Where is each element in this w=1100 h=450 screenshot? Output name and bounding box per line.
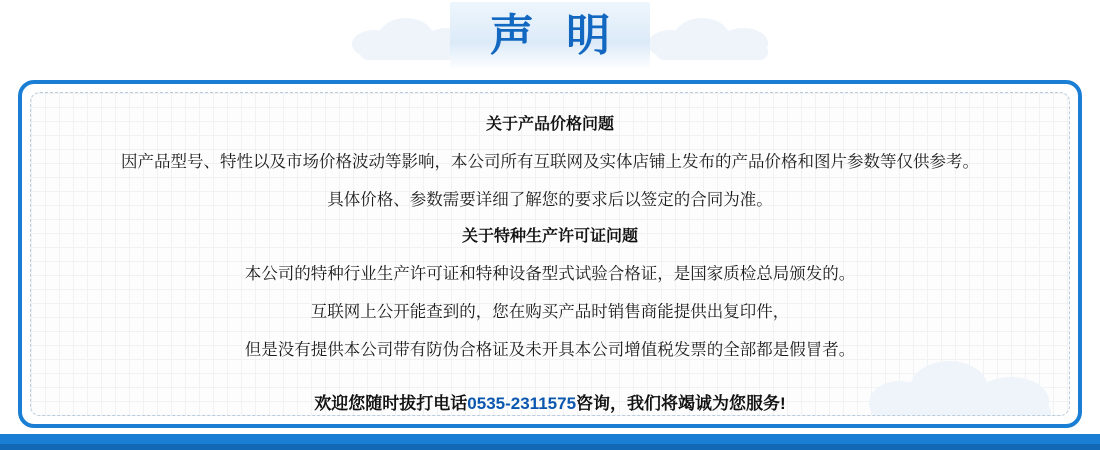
statement-content xyxy=(31,107,1069,416)
statement-line: 因产品型号、特性以及市场价格波动等影响，本公司所有互联网及实体店铺上发布的产品价格和图片参数等仅供参考。 xyxy=(121,153,979,171)
section-heading-price: 关于产品价格问题 xyxy=(485,116,614,133)
contact-prefix: 欢迎您随时拔打电话 xyxy=(314,394,468,413)
page-title: 声 明 xyxy=(489,11,621,60)
statement-line: 本公司的特种行业生产许可证和特种设备型式试验合格证，是国家质检总局颁发的。 xyxy=(244,265,856,283)
contact-line xyxy=(31,381,1069,416)
statement-line: 互联网上公开能查到的，您在购买产品时销售商能提供出复印件， xyxy=(310,303,790,321)
statement-line: 具体价格、参数需要详细了解您的要求后以签定的合同为准。 xyxy=(327,191,773,209)
section-heading-license: 关于特种生产许可证问题 xyxy=(461,228,638,245)
title-band xyxy=(0,0,1100,78)
bottom-accent-bar xyxy=(0,434,1100,450)
contact-phone-number[interactable]: 0535-2311575 xyxy=(467,394,577,413)
statement-line: 但是没有提供本公司带有防伪合格证及未开具本公司增值税发票的全部都是假冒者。 xyxy=(244,341,856,359)
statement-frame xyxy=(18,80,1082,428)
contact-suffix: 咨询，我们将竭诚为您服务! xyxy=(576,394,786,413)
cloud-decoration-right xyxy=(648,14,778,60)
statement-inner-panel xyxy=(30,92,1070,416)
